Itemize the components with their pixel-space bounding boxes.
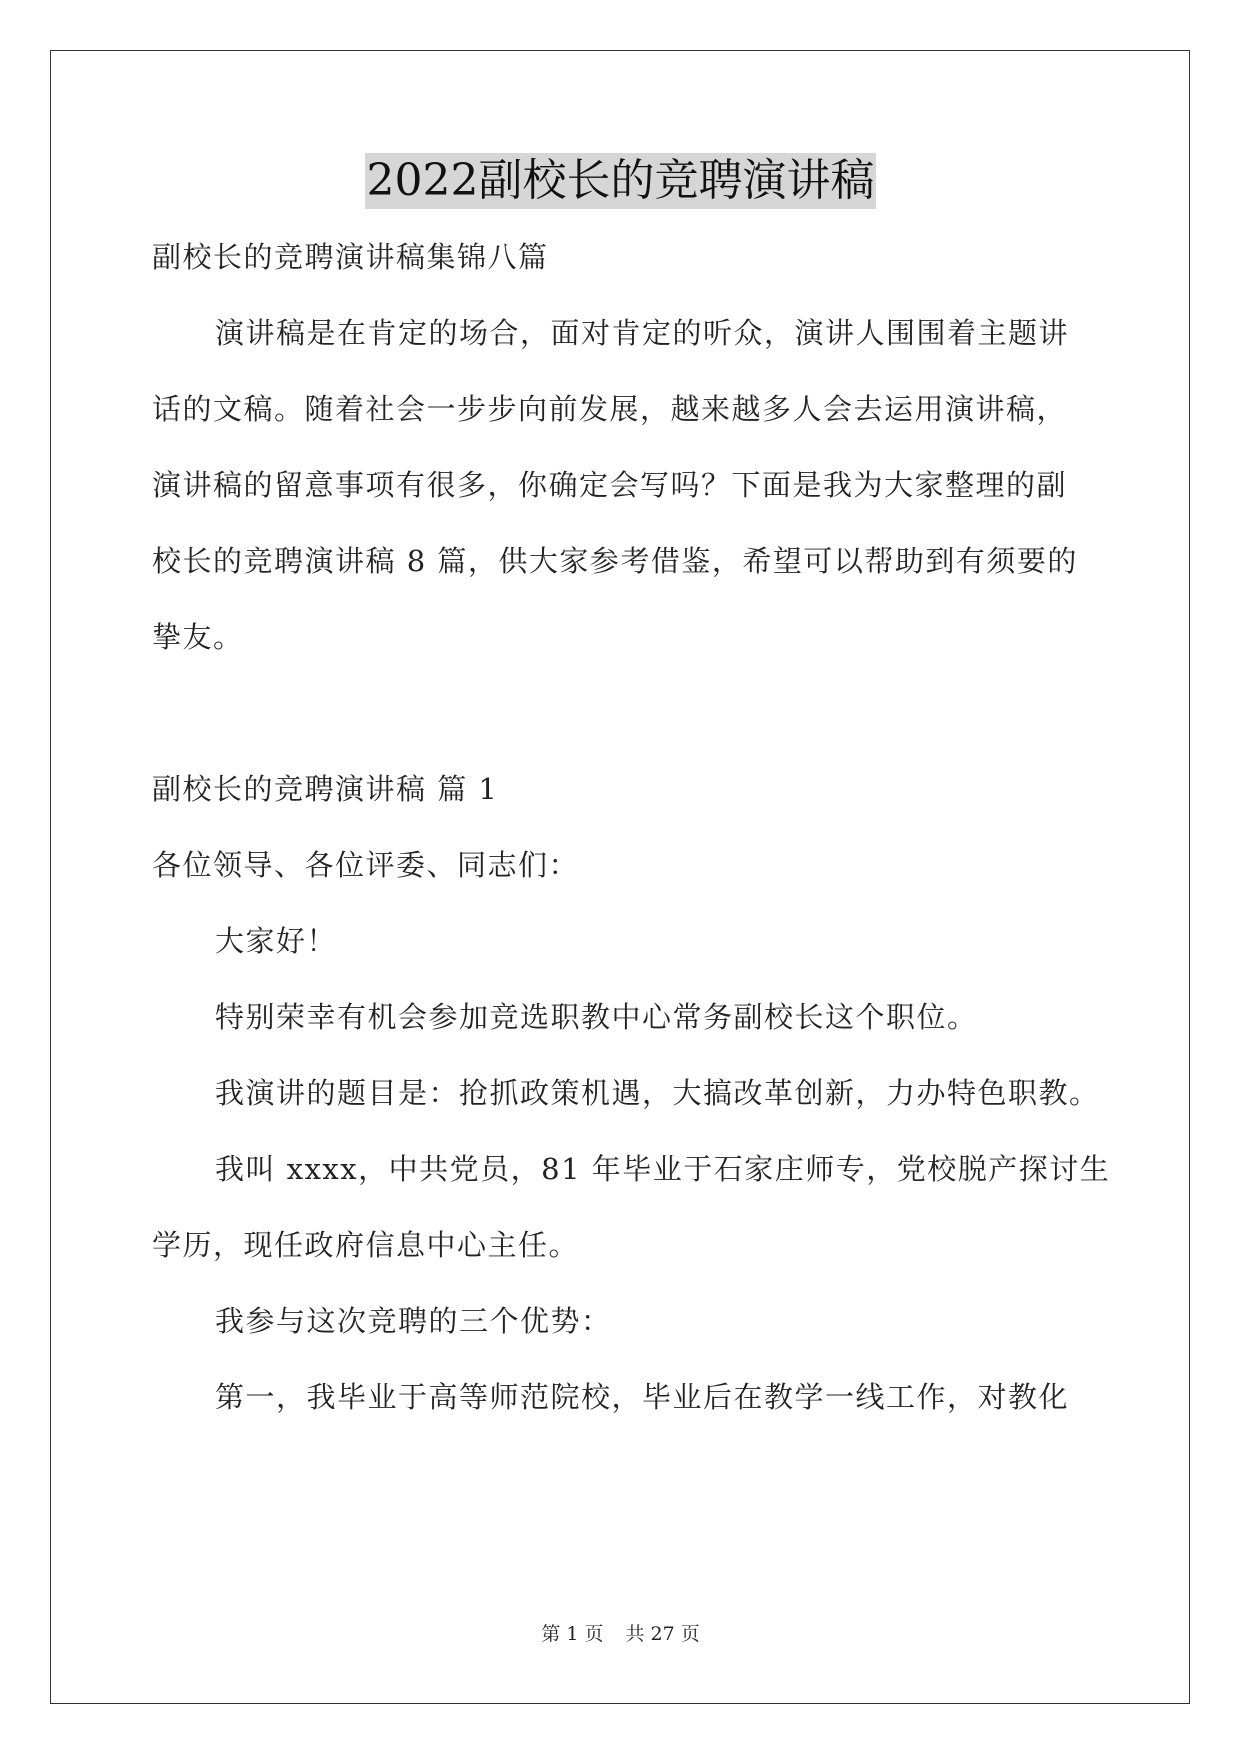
section-heading: 副校长的竞聘演讲稿 篇 1 <box>152 772 499 806</box>
document-title: 2022副校长的竞聘演讲稿 <box>365 153 877 209</box>
body-line: 学历，现任政府信息中心主任。 <box>152 1228 580 1262</box>
body-line: 我演讲的题目是：抢抓政策机遇，大搞改革创新，力办特色职教。 <box>215 1076 1100 1110</box>
body-line: 第一，我毕业于高等师范院校，毕业后在教学一线工作，对教化 <box>215 1380 1070 1414</box>
intro-line: 校长的竞聘演讲稿 8 篇，供大家参考借鉴，希望可以帮助到有须要的 <box>152 544 1078 578</box>
intro-line: 挚友。 <box>152 620 244 654</box>
body-line: 大家好！ <box>215 924 338 958</box>
salutation-line: 各位领导、各位评委、同志们： <box>152 848 580 882</box>
page-number: 第 1 页 <box>541 1623 604 1645</box>
intro-line: 演讲稿是在肯定的场合，面对肯定的听众，演讲人围围着主题讲 <box>215 316 1070 350</box>
title-container <box>0 153 1241 209</box>
intro-line: 演讲稿的留意事项有很多，你确定会写吗？下面是我为大家整理的副 <box>152 468 1068 502</box>
page-footer <box>0 1619 1241 1646</box>
intro-line: 话的文稿。随着社会一步步向前发展，越来越多人会去运用演讲稿， <box>152 392 1068 426</box>
body-line: 我叫 xxxx，中共党员，81 年毕业于石家庄师专，党校脱产探讨生 <box>215 1152 1111 1186</box>
body-line: 我参与这次竞聘的三个优势： <box>215 1304 612 1338</box>
body-line: 特别荣幸有机会参加竞选职教中心常务副校长这个职位。 <box>215 1000 978 1034</box>
page-total: 共 27 页 <box>625 1623 700 1645</box>
document-subtitle: 副校长的竞聘演讲稿集锦八篇 <box>152 240 549 274</box>
